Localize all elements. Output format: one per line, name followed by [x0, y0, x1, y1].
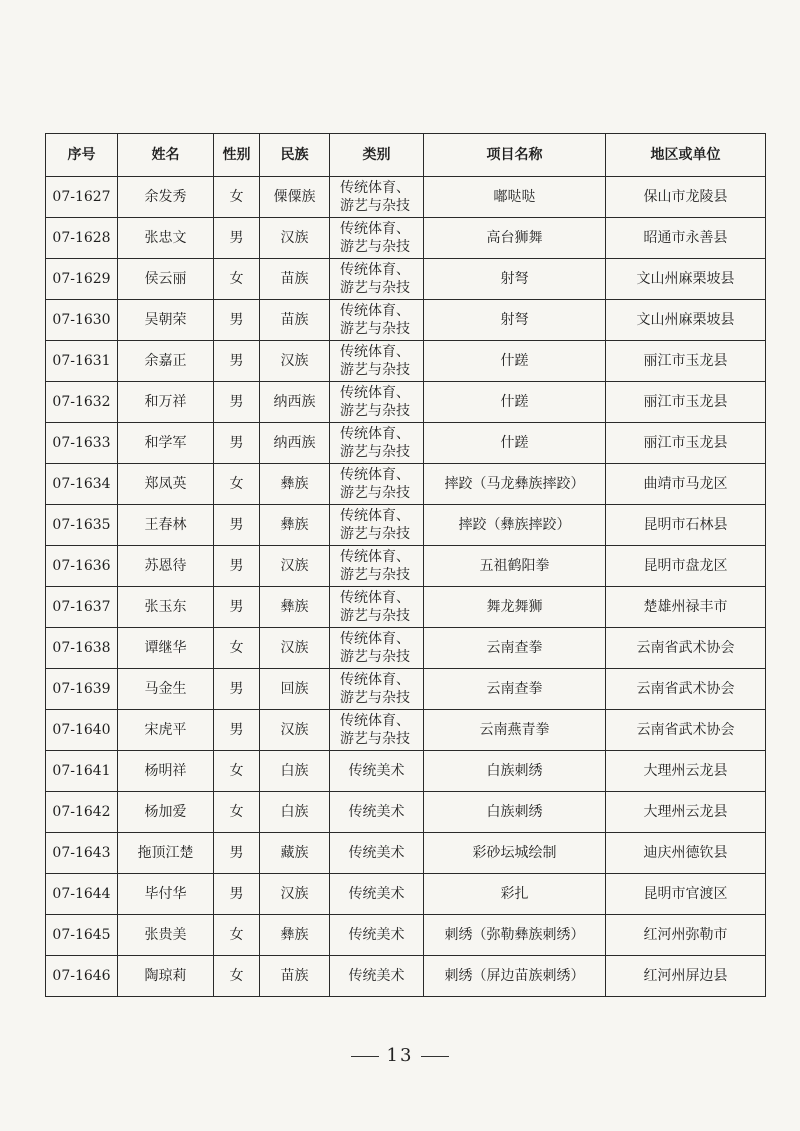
cell-gender: 男 — [214, 382, 260, 423]
table-row — [46, 546, 766, 587]
category-line-1: 传统体育、 — [340, 672, 410, 688]
cell-name: 苏恩待 — [118, 546, 214, 587]
cell-region: 丽江市玉龙县 — [606, 382, 766, 423]
header-category: 类别 — [330, 134, 424, 177]
cell-ethnicity: 苗族 — [260, 259, 330, 300]
cell-category — [330, 464, 424, 505]
category-line-1: 传统美术 — [348, 927, 405, 943]
cell-project: 射弩 — [424, 259, 606, 300]
page-number — [0, 1045, 800, 1066]
cell-project: 嘟哒哒 — [424, 177, 606, 218]
cell-region: 云南省武术协会 — [606, 628, 766, 669]
cell-project: 白族刺绣 — [424, 792, 606, 833]
cell-gender: 女 — [214, 792, 260, 833]
table-row — [46, 751, 766, 792]
cell-project: 什蹉 — [424, 341, 606, 382]
cell-region: 大理州云龙县 — [606, 792, 766, 833]
cell-seq: 07-1632 — [46, 382, 118, 423]
cell-ethnicity: 汉族 — [260, 710, 330, 751]
cell-category — [330, 956, 424, 997]
table-row — [46, 505, 766, 546]
cell-gender: 男 — [214, 505, 260, 546]
cell-category — [330, 505, 424, 546]
cell-region: 曲靖市马龙区 — [606, 464, 766, 505]
cell-ethnicity: 回族 — [260, 669, 330, 710]
cell-category — [330, 874, 424, 915]
header-name: 姓名 — [118, 134, 214, 177]
cell-seq: 07-1645 — [46, 915, 118, 956]
cell-ethnicity: 苗族 — [260, 956, 330, 997]
cell-gender: 男 — [214, 300, 260, 341]
cell-gender: 女 — [214, 915, 260, 956]
cell-name: 宋虎平 — [118, 710, 214, 751]
cell-ethnicity: 苗族 — [260, 300, 330, 341]
category-line-1: 传统体育、 — [340, 385, 410, 401]
cell-name: 拖顶江楚 — [118, 833, 214, 874]
category-line-2: 游艺与杂技 — [340, 321, 410, 337]
cell-ethnicity: 傈僳族 — [260, 177, 330, 218]
dash-left — [351, 1056, 379, 1057]
category-line-2: 游艺与杂技 — [340, 608, 410, 624]
cell-category — [330, 382, 424, 423]
cell-ethnicity: 彝族 — [260, 915, 330, 956]
table-row — [46, 874, 766, 915]
table-row — [46, 710, 766, 751]
table-row — [46, 300, 766, 341]
cell-ethnicity: 彝族 — [260, 464, 330, 505]
cell-category — [330, 833, 424, 874]
cell-gender: 女 — [214, 956, 260, 997]
category-line-1: 传统美术 — [348, 886, 405, 902]
cell-region: 丽江市玉龙县 — [606, 423, 766, 464]
cell-gender: 女 — [214, 751, 260, 792]
cell-ethnicity: 汉族 — [260, 218, 330, 259]
cell-gender: 男 — [214, 587, 260, 628]
cell-project: 摔跤（马龙彝族摔跤） — [424, 464, 606, 505]
cell-seq: 07-1633 — [46, 423, 118, 464]
cell-category — [330, 546, 424, 587]
category-line-1: 传统体育、 — [340, 508, 410, 524]
cell-region: 迪庆州德钦县 — [606, 833, 766, 874]
cell-seq: 07-1642 — [46, 792, 118, 833]
cell-ethnicity: 白族 — [260, 792, 330, 833]
cell-category — [330, 300, 424, 341]
table-row — [46, 464, 766, 505]
cell-name: 王春林 — [118, 505, 214, 546]
cell-seq: 07-1641 — [46, 751, 118, 792]
cell-project: 彩砂坛城绘制 — [424, 833, 606, 874]
cell-project: 射弩 — [424, 300, 606, 341]
header-region: 地区或单位 — [606, 134, 766, 177]
cell-category — [330, 177, 424, 218]
cell-region: 昭通市永善县 — [606, 218, 766, 259]
cell-seq: 07-1634 — [46, 464, 118, 505]
cell-name: 谭继华 — [118, 628, 214, 669]
category-line-1: 传统体育、 — [340, 262, 410, 278]
cell-ethnicity: 白族 — [260, 751, 330, 792]
cell-region: 云南省武术协会 — [606, 669, 766, 710]
cell-category — [330, 341, 424, 382]
cell-seq: 07-1638 — [46, 628, 118, 669]
cell-seq: 07-1631 — [46, 341, 118, 382]
table-row — [46, 669, 766, 710]
cell-name: 郑凤英 — [118, 464, 214, 505]
header-project: 项目名称 — [424, 134, 606, 177]
table-row — [46, 382, 766, 423]
cell-gender: 女 — [214, 464, 260, 505]
cell-region: 丽江市玉龙县 — [606, 341, 766, 382]
cell-seq: 07-1637 — [46, 587, 118, 628]
cell-gender: 男 — [214, 546, 260, 587]
category-line-2: 游艺与杂技 — [340, 403, 410, 419]
cell-project: 云南燕青拳 — [424, 710, 606, 751]
table-row — [46, 833, 766, 874]
cell-name: 张贵美 — [118, 915, 214, 956]
cell-region: 昆明市官渡区 — [606, 874, 766, 915]
cell-ethnicity: 彝族 — [260, 505, 330, 546]
table-row — [46, 915, 766, 956]
inheritor-table — [45, 133, 766, 997]
cell-region: 昆明市盘龙区 — [606, 546, 766, 587]
cell-name: 张玉东 — [118, 587, 214, 628]
cell-region: 红河州弥勒市 — [606, 915, 766, 956]
cell-ethnicity: 汉族 — [260, 341, 330, 382]
cell-project: 云南查拳 — [424, 628, 606, 669]
cell-name: 和学军 — [118, 423, 214, 464]
table-row — [46, 792, 766, 833]
cell-category — [330, 218, 424, 259]
cell-gender: 男 — [214, 218, 260, 259]
cell-category — [330, 423, 424, 464]
cell-ethnicity: 藏族 — [260, 833, 330, 874]
category-line-2: 游艺与杂技 — [340, 567, 410, 583]
cell-project: 摔跤（彝族摔跤） — [424, 505, 606, 546]
cell-ethnicity: 纳西族 — [260, 382, 330, 423]
cell-region: 大理州云龙县 — [606, 751, 766, 792]
cell-region: 楚雄州禄丰市 — [606, 587, 766, 628]
cell-seq: 07-1646 — [46, 956, 118, 997]
cell-category — [330, 259, 424, 300]
category-line-1: 传统体育、 — [340, 467, 410, 483]
cell-name: 和万祥 — [118, 382, 214, 423]
cell-seq: 07-1628 — [46, 218, 118, 259]
cell-seq: 07-1627 — [46, 177, 118, 218]
header-ethnicity: 民族 — [260, 134, 330, 177]
cell-region: 保山市龙陵县 — [606, 177, 766, 218]
category-line-2: 游艺与杂技 — [340, 526, 410, 542]
category-line-1: 传统体育、 — [340, 303, 410, 319]
cell-seq: 07-1639 — [46, 669, 118, 710]
cell-name: 杨加爱 — [118, 792, 214, 833]
cell-name: 张忠文 — [118, 218, 214, 259]
cell-seq: 07-1629 — [46, 259, 118, 300]
category-line-2: 游艺与杂技 — [340, 444, 410, 460]
header-gender: 性别 — [214, 134, 260, 177]
cell-ethnicity: 汉族 — [260, 546, 330, 587]
cell-category — [330, 669, 424, 710]
table-row — [46, 218, 766, 259]
category-line-1: 传统体育、 — [340, 713, 410, 729]
cell-region: 昆明市石林县 — [606, 505, 766, 546]
category-line-2: 游艺与杂技 — [340, 239, 410, 255]
cell-gender: 男 — [214, 669, 260, 710]
cell-category — [330, 710, 424, 751]
cell-seq: 07-1640 — [46, 710, 118, 751]
cell-project: 刺绣（屏边苗族刺绣） — [424, 956, 606, 997]
category-line-1: 传统体育、 — [340, 426, 410, 442]
header-row — [46, 134, 766, 177]
cell-name: 毕付华 — [118, 874, 214, 915]
cell-project: 刺绣（弥勒彝族刺绣） — [424, 915, 606, 956]
table-row — [46, 587, 766, 628]
category-line-1: 传统体育、 — [340, 180, 410, 196]
cell-category — [330, 587, 424, 628]
cell-seq: 07-1636 — [46, 546, 118, 587]
cell-seq: 07-1635 — [46, 505, 118, 546]
cell-gender: 男 — [214, 874, 260, 915]
category-line-2: 游艺与杂技 — [340, 649, 410, 665]
dash-right — [421, 1056, 449, 1057]
cell-name: 马金生 — [118, 669, 214, 710]
cell-project: 高台狮舞 — [424, 218, 606, 259]
table-row — [46, 341, 766, 382]
table-header — [46, 134, 766, 177]
category-line-2: 游艺与杂技 — [340, 362, 410, 378]
cell-name: 吴朝荣 — [118, 300, 214, 341]
cell-project: 彩扎 — [424, 874, 606, 915]
category-line-1: 传统美术 — [348, 845, 405, 861]
cell-name: 杨明祥 — [118, 751, 214, 792]
cell-project: 什蹉 — [424, 382, 606, 423]
category-line-2: 游艺与杂技 — [340, 731, 410, 747]
cell-project: 什蹉 — [424, 423, 606, 464]
category-line-1: 传统体育、 — [340, 631, 410, 647]
cell-name: 侯云丽 — [118, 259, 214, 300]
table-row — [46, 177, 766, 218]
cell-category — [330, 751, 424, 792]
cell-seq: 07-1644 — [46, 874, 118, 915]
cell-gender: 男 — [214, 341, 260, 382]
cell-region: 文山州麻栗坡县 — [606, 300, 766, 341]
cell-project: 云南查拳 — [424, 669, 606, 710]
table-body — [46, 177, 766, 997]
cell-gender: 女 — [214, 628, 260, 669]
cell-region: 云南省武术协会 — [606, 710, 766, 751]
category-line-1: 传统美术 — [348, 763, 405, 779]
cell-gender: 男 — [214, 833, 260, 874]
page-number-text: 13 — [386, 1045, 414, 1066]
cell-name: 余嘉正 — [118, 341, 214, 382]
category-line-1: 传统体育、 — [340, 590, 410, 606]
cell-gender: 女 — [214, 259, 260, 300]
table-row — [46, 423, 766, 464]
cell-gender: 女 — [214, 177, 260, 218]
table-row — [46, 628, 766, 669]
cell-region: 文山州麻栗坡县 — [606, 259, 766, 300]
cell-category — [330, 628, 424, 669]
cell-region: 红河州屏边县 — [606, 956, 766, 997]
table-row — [46, 259, 766, 300]
header-seq: 序号 — [46, 134, 118, 177]
cell-ethnicity: 汉族 — [260, 628, 330, 669]
cell-gender: 男 — [214, 423, 260, 464]
cell-category — [330, 792, 424, 833]
table-row — [46, 956, 766, 997]
cell-project: 五祖鹤阳拳 — [424, 546, 606, 587]
category-line-1: 传统美术 — [348, 968, 405, 984]
cell-name: 余发秀 — [118, 177, 214, 218]
cell-ethnicity: 纳西族 — [260, 423, 330, 464]
category-line-1: 传统体育、 — [340, 221, 410, 237]
category-line-2: 游艺与杂技 — [340, 198, 410, 214]
cell-project: 舞龙舞狮 — [424, 587, 606, 628]
category-line-2: 游艺与杂技 — [340, 485, 410, 501]
category-line-2: 游艺与杂技 — [340, 280, 410, 296]
cell-name: 陶琼莉 — [118, 956, 214, 997]
category-line-1: 传统美术 — [348, 804, 405, 820]
cell-ethnicity: 彝族 — [260, 587, 330, 628]
cell-ethnicity: 汉族 — [260, 874, 330, 915]
category-line-1: 传统体育、 — [340, 344, 410, 360]
cell-project: 白族刺绣 — [424, 751, 606, 792]
cell-seq: 07-1643 — [46, 833, 118, 874]
cell-seq: 07-1630 — [46, 300, 118, 341]
cell-category — [330, 915, 424, 956]
category-line-2: 游艺与杂技 — [340, 690, 410, 706]
cell-gender: 男 — [214, 710, 260, 751]
category-line-1: 传统体育、 — [340, 549, 410, 565]
